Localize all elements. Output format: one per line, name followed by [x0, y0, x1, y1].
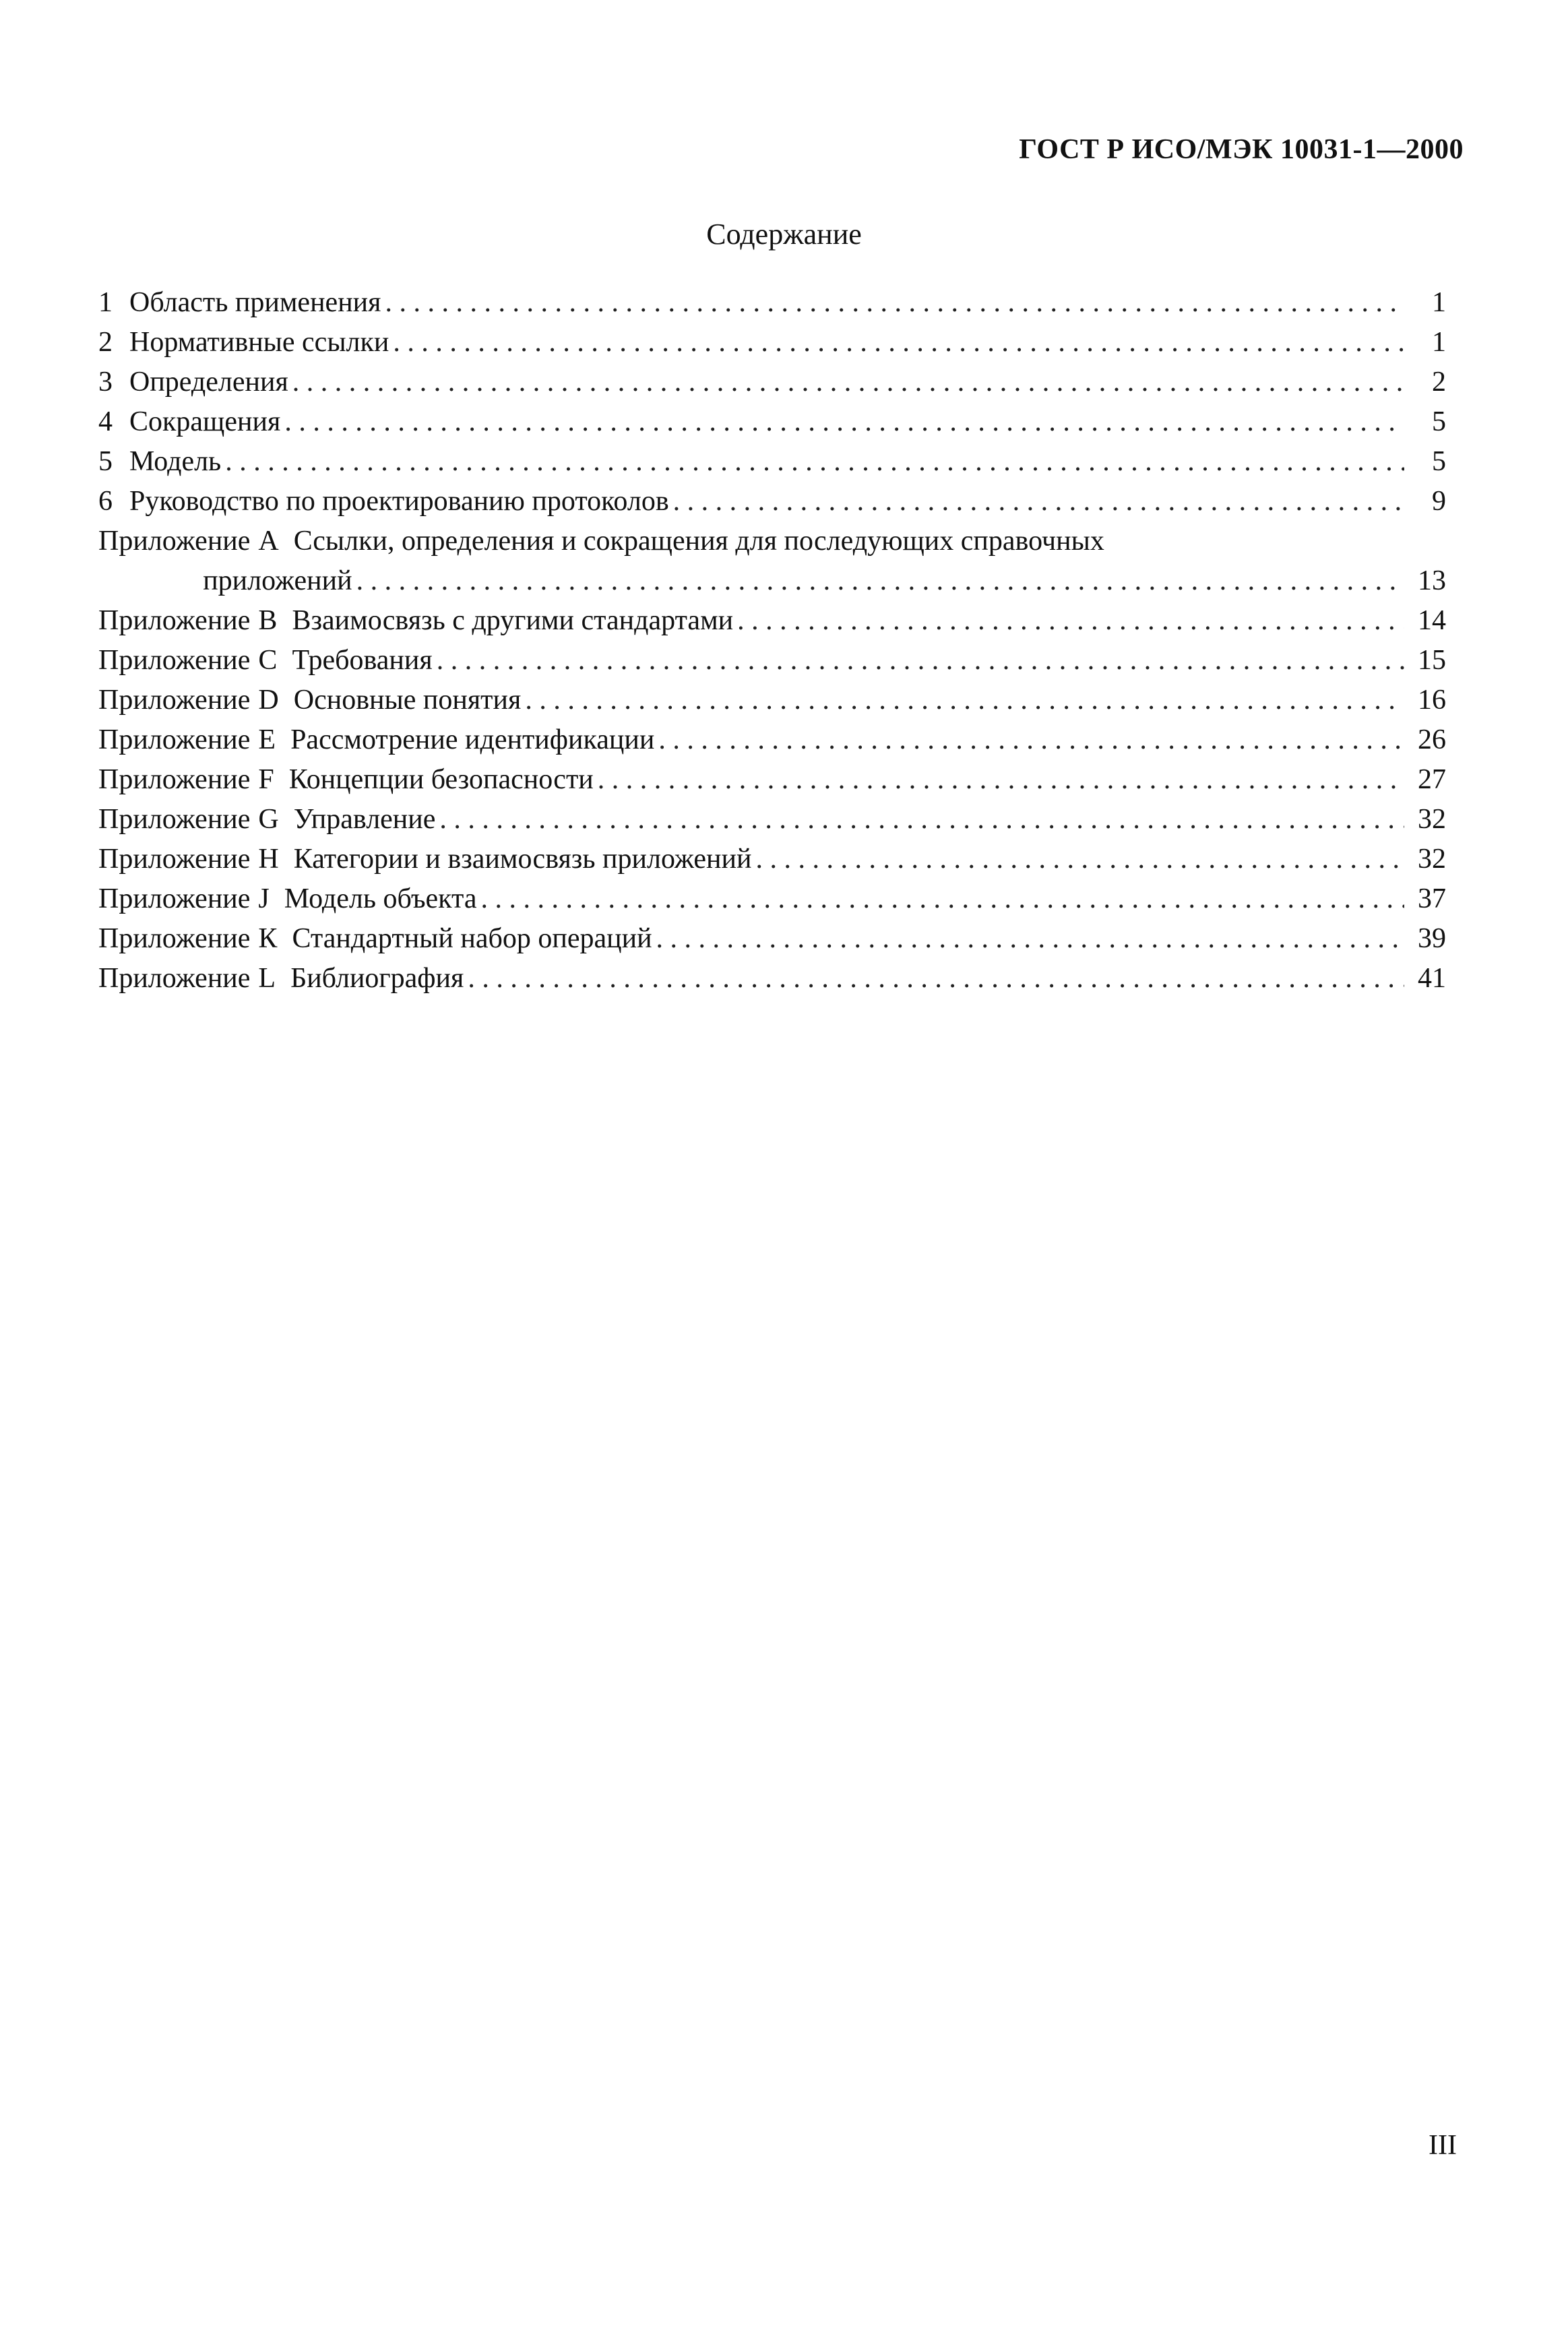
toc-entry-appendix-g	[98, 800, 1446, 840]
page-number: 1	[1432, 327, 1446, 358]
appendix-letter: Е	[258, 724, 276, 755]
appendix-title: Ссылки, определения и сокращения для последующих справочных	[293, 526, 1104, 557]
dot-leader	[658, 720, 1404, 760]
toc-entry-section-2	[98, 323, 1446, 363]
appendix-letter: Н	[258, 844, 279, 875]
appendix-prefix: Приложение	[98, 605, 251, 636]
toc-entry-appendix-d	[98, 681, 1446, 720]
section-number: 4	[98, 406, 113, 437]
appendix-prefix: Приложение	[98, 764, 251, 795]
page-number: 5	[1432, 406, 1446, 437]
toc-entry-appendix-c	[98, 641, 1446, 681]
dot-leader	[737, 601, 1404, 641]
dot-leader	[292, 363, 1404, 402]
dot-leader	[393, 323, 1404, 363]
toc-entry-section-1	[98, 283, 1446, 323]
appendix-prefix: Приложение	[98, 645, 251, 676]
appendix-letter: F	[258, 764, 274, 795]
section-title: Сокращения	[129, 406, 281, 437]
page-number: 39	[1418, 923, 1446, 954]
appendix-title: Модель объекта	[284, 883, 477, 914]
page-number: 14	[1418, 605, 1446, 636]
appendix-prefix: Приложение	[98, 844, 251, 875]
section-title: Нормативные ссылки	[129, 327, 389, 358]
dot-leader	[598, 760, 1404, 800]
appendix-letter: С	[258, 645, 278, 676]
dot-leader	[356, 561, 1404, 601]
page-number: 1	[1432, 287, 1446, 318]
appendix-letter: К	[258, 923, 278, 954]
page-number: 41	[1418, 963, 1446, 994]
section-title: Руководство по проектированию протоколов	[129, 486, 669, 517]
appendix-prefix: Приложение	[98, 883, 251, 914]
appendix-title: Библиография	[290, 963, 464, 994]
section-title: Определения	[129, 367, 288, 398]
appendix-prefix: Приложение	[98, 923, 251, 954]
dot-leader	[284, 402, 1404, 442]
section-title: Модель	[129, 446, 222, 477]
toc-title: Содержание	[706, 218, 862, 251]
appendix-letter: D	[258, 685, 279, 716]
page-number: 2	[1432, 367, 1446, 398]
section-number: 2	[98, 327, 113, 358]
appendix-title: Стандартный набор операций	[292, 923, 652, 954]
toc-entry-appendix-l	[98, 959, 1446, 999]
dot-leader	[656, 919, 1404, 959]
dot-leader	[225, 442, 1404, 482]
appendix-title: Взаимосвязь с другими стандартами	[292, 605, 734, 636]
appendix-title: Категории и взаимосвязь приложений	[293, 844, 752, 875]
page-number: 9	[1432, 486, 1446, 517]
appendix-prefix: Приложение	[98, 685, 251, 716]
appendix-letter: А	[258, 526, 279, 557]
appendix-prefix: Приложение	[98, 526, 251, 557]
page-number-roman: III	[1429, 2130, 1457, 2161]
appendix-letter: G	[258, 804, 279, 835]
appendix-title: Рассмотрение идентификации	[290, 724, 655, 755]
dot-leader	[439, 800, 1404, 840]
page-number: 26	[1418, 724, 1446, 755]
appendix-letter: J	[258, 883, 270, 914]
appendix-a-line-2	[98, 561, 1446, 601]
document-code: ГОСТ Р ИСО/МЭК 10031-1—2000	[1019, 134, 1464, 165]
page-number: 15	[1418, 645, 1446, 676]
page-number: 13	[1418, 565, 1446, 596]
toc-entry-appendix-a	[98, 522, 1446, 601]
page-number: 32	[1418, 804, 1446, 835]
toc-entry-appendix-h	[98, 840, 1446, 879]
section-number: 3	[98, 367, 113, 398]
toc-entry-section-6	[98, 482, 1446, 522]
toc-entry-appendix-b	[98, 601, 1446, 641]
dot-leader	[481, 879, 1404, 919]
section-number: 5	[98, 446, 113, 477]
section-number: 6	[98, 486, 113, 517]
toc-entry-section-4	[98, 402, 1446, 442]
page-number: 5	[1432, 446, 1446, 477]
appendix-title-continuation: приложений	[203, 565, 352, 596]
page-number: 37	[1418, 883, 1446, 914]
page-number: 32	[1418, 844, 1446, 875]
appendix-a-line-1	[98, 522, 1446, 561]
table-of-contents	[98, 283, 1446, 999]
appendix-title: Концепции безопасности	[288, 764, 594, 795]
toc-entry-appendix-e	[98, 720, 1446, 760]
appendix-prefix: Приложение	[98, 724, 251, 755]
appendix-title: Основные понятия	[293, 685, 522, 716]
toc-entry-section-5	[98, 442, 1446, 482]
appendix-title: Управление	[293, 804, 436, 835]
page-number: 16	[1418, 685, 1446, 716]
dot-leader	[755, 840, 1404, 879]
dot-leader	[525, 681, 1404, 720]
dot-leader	[673, 482, 1404, 522]
toc-entry-appendix-j	[98, 879, 1446, 919]
appendix-title: Требования	[292, 645, 433, 676]
section-number: 1	[98, 287, 113, 318]
toc-entry-appendix-f	[98, 760, 1446, 800]
dot-leader	[468, 959, 1404, 999]
dot-leader	[437, 641, 1404, 681]
section-title: Область применения	[129, 287, 381, 318]
appendix-letter: L	[258, 963, 276, 994]
dot-leader	[385, 283, 1404, 323]
appendix-prefix: Приложение	[98, 804, 251, 835]
appendix-prefix: Приложение	[98, 963, 251, 994]
appendix-letter: В	[258, 605, 278, 636]
page-number: 27	[1418, 764, 1446, 795]
toc-entry-section-3	[98, 363, 1446, 402]
toc-entry-appendix-k	[98, 919, 1446, 959]
